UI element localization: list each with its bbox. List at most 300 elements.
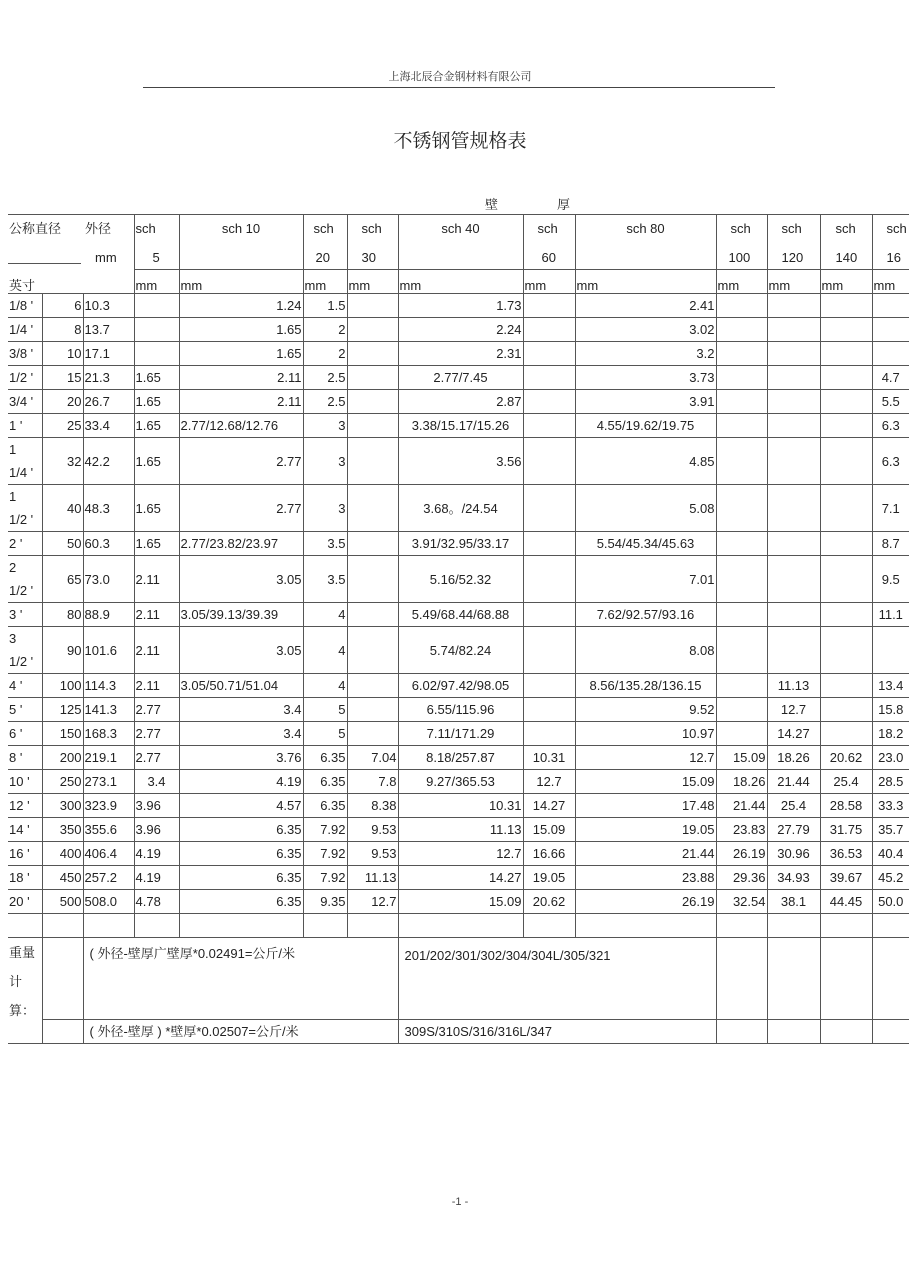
wall-cell (523, 722, 575, 746)
wall-cell (347, 722, 398, 746)
header-sch120: sch 120 (767, 215, 820, 270)
grades-2: 309S/310S/316/316L/347 (398, 1020, 716, 1044)
spec-table (8, 214, 909, 1044)
inch-cell: 3/8 ' (8, 342, 42, 366)
od-cell: 17.1 (83, 342, 134, 366)
dn-cell: 25 (42, 414, 83, 438)
wall-cell: 1.65 (134, 414, 179, 438)
empty-cell (575, 914, 716, 938)
dn-cell: 80 (42, 603, 83, 627)
wall-cell (347, 414, 398, 438)
wall-cell: 2.31 (398, 342, 523, 366)
wall-cell: 15.09 (398, 890, 523, 914)
wall-cell (767, 366, 820, 390)
nominal-label: 公称直径 (9, 221, 62, 236)
wall-cell: 2.5 (303, 390, 347, 414)
inch-cell: 20 ' (8, 890, 42, 914)
wall-cell: 31.75 (820, 818, 872, 842)
table-row (8, 556, 909, 603)
wall-cell: 21.44 (767, 770, 820, 794)
wall-cell: 26.19 (716, 842, 767, 866)
wall-cell: 2.77/7.45 (398, 366, 523, 390)
wall-cell (820, 294, 872, 318)
wall-cell (716, 722, 767, 746)
wall-cell: 10.31 (398, 794, 523, 818)
wall-cell: 38.1 (767, 890, 820, 914)
wall-cell (716, 342, 767, 366)
dn-cell: 50 (42, 532, 83, 556)
table-row (8, 890, 909, 914)
dn-cell: 15 (42, 366, 83, 390)
dn-cell: 250 (42, 770, 83, 794)
inch-cell: 1/4 ' (8, 318, 42, 342)
wall-cell (767, 603, 820, 627)
wall-cell: 1.24 (179, 294, 303, 318)
wall-cell: 9.35 (303, 890, 347, 914)
wall-cell: 50.0 (872, 890, 909, 914)
wall-cell: 13.4 (872, 674, 909, 698)
wall-cell (716, 698, 767, 722)
unit-sch80: mm (575, 270, 716, 294)
wall-cell (820, 627, 872, 674)
wall-cell: 6.35 (179, 818, 303, 842)
header-sch5: sch 5 (134, 215, 179, 270)
wall-cell: 3.96 (134, 794, 179, 818)
empty-cell (523, 914, 575, 938)
od-cell: 42.2 (83, 438, 134, 485)
inch-cell: 6 ' (8, 722, 42, 746)
wall-cell: 9.5 (872, 556, 909, 603)
od-cell: 88.9 (83, 603, 134, 627)
inch-cell: 1/2 ' (8, 366, 42, 390)
wall-cell: 3.2 (575, 342, 716, 366)
od-cell: 48.3 (83, 485, 134, 532)
wall-cell (820, 390, 872, 414)
wall-cell: 6.3 (872, 438, 909, 485)
wall-cell: 23.88 (575, 866, 716, 890)
inch-cell: 1 1/2 ' (8, 485, 42, 532)
wall-cell: 5.5 (872, 390, 909, 414)
inch-cell: 3 ' (8, 603, 42, 627)
dn-cell: 350 (42, 818, 83, 842)
wall-cell: 3.4 (134, 770, 179, 794)
wall-cell: 4 (303, 674, 347, 698)
wall-cell: 2 (303, 318, 347, 342)
wall-cell (134, 342, 179, 366)
unit-sch40: mm (398, 270, 523, 294)
empty-cell (303, 914, 347, 938)
wall-cell: 4 (303, 627, 347, 674)
wall-cell (347, 627, 398, 674)
table-row (8, 485, 909, 532)
dn-cell: 450 (42, 866, 83, 890)
wall-cell: 2.24 (398, 318, 523, 342)
wall-cell (767, 532, 820, 556)
od-cell: 257.2 (83, 866, 134, 890)
inch-cell: 8 ' (8, 746, 42, 770)
wall-cell (347, 390, 398, 414)
wall-cell (716, 414, 767, 438)
wall-cell: 1.65 (134, 366, 179, 390)
wall-cell: 2.77 (179, 485, 303, 532)
dn-cell: 8 (42, 318, 83, 342)
od-cell: 355.6 (83, 818, 134, 842)
inch-label: 英寸 (8, 270, 134, 294)
wall-cell: 2.11 (134, 674, 179, 698)
wall-cell (716, 532, 767, 556)
empty-cell (179, 914, 303, 938)
table-row (8, 366, 909, 390)
wall-cell: 3 (303, 414, 347, 438)
unit-sch30: mm (347, 270, 398, 294)
wall-cell: 14.27 (398, 866, 523, 890)
wall-cell (347, 532, 398, 556)
wall-cell: 40.4 (872, 842, 909, 866)
unit-sch16: mm (872, 270, 909, 294)
od-cell: 508.0 (83, 890, 134, 914)
wall-cell: 28.5 (872, 770, 909, 794)
dn-cell: 40 (42, 485, 83, 532)
header-nominal-od (8, 215, 134, 270)
wall-cell: 29.36 (716, 866, 767, 890)
od-label: 外径 (85, 221, 112, 236)
table-row (8, 414, 909, 438)
wall-cell: 23.83 (716, 818, 767, 842)
unit-row (8, 270, 909, 294)
wall-cell (347, 438, 398, 485)
weight-row-2 (8, 1020, 909, 1044)
empty-cell (872, 1020, 909, 1044)
company-name: 上海北辰合金钢材料有限公司 (388, 71, 532, 83)
table-row (8, 842, 909, 866)
header-sch10: sch 10 (179, 215, 303, 270)
wall-cell (820, 318, 872, 342)
wall-cell (820, 342, 872, 366)
wall-cell: 3.02 (575, 318, 716, 342)
wall-cell: 15.09 (523, 818, 575, 842)
table-row (8, 294, 909, 318)
header-rule (143, 87, 775, 88)
table-row (8, 818, 909, 842)
wall-cell (872, 294, 909, 318)
unit-sch140: mm (820, 270, 872, 294)
wall-cell (523, 366, 575, 390)
wall-cell: 5 (303, 698, 347, 722)
wall-cell: 15.09 (716, 746, 767, 770)
wall-cell (767, 438, 820, 485)
wall-cell: 7.92 (303, 866, 347, 890)
table-row (8, 698, 909, 722)
wall-cell: 5.16/52.32 (398, 556, 523, 603)
wall-cell (716, 603, 767, 627)
formula-1: ( 外径-壁厚广壁厚*0.02491=公斤/米 (83, 938, 398, 1020)
wall-cell: 3.73 (575, 366, 716, 390)
empty-cell (398, 914, 523, 938)
weight-row-1 (8, 938, 909, 1020)
empty-cell (820, 914, 872, 938)
wall-cell (523, 603, 575, 627)
wall-cell: 4.19 (134, 842, 179, 866)
header-sch100: sch 100 (716, 215, 767, 270)
wall-cell: 19.05 (523, 866, 575, 890)
header-sch20: sch 20 (303, 215, 347, 270)
empty-cell (820, 938, 872, 1020)
inch-cell: 16 ' (8, 842, 42, 866)
wall-cell: 39.67 (820, 866, 872, 890)
empty-cell (8, 914, 42, 938)
wall-cell: 25.4 (767, 794, 820, 818)
wall-cell: 4.7 (872, 366, 909, 390)
table-row (8, 866, 909, 890)
wall-cell: 3.05 (179, 556, 303, 603)
wall-cell: 15.8 (872, 698, 909, 722)
wall-cell: 12.7 (575, 746, 716, 770)
wall-cell: 4.85 (575, 438, 716, 485)
wall-cell (523, 674, 575, 698)
wall-cell: 7.92 (303, 842, 347, 866)
empty-cell (872, 914, 909, 938)
wall-cell: 25.4 (820, 770, 872, 794)
wall-cell: 11.1 (872, 603, 909, 627)
wall-cell: 8.7 (872, 532, 909, 556)
dn-cell: 10 (42, 342, 83, 366)
wall-cell: 17.48 (575, 794, 716, 818)
wall-cell: 6.35 (303, 794, 347, 818)
wall-cell: 2.77 (134, 722, 179, 746)
dn-cell: 90 (42, 627, 83, 674)
wall-cell: 26.19 (575, 890, 716, 914)
wall-cell: 1.5 (303, 294, 347, 318)
wall-cell: 3.68。/24.54 (398, 485, 523, 532)
empty-cell (767, 914, 820, 938)
inch-cell: 2 1/2 ' (8, 556, 42, 603)
wall-cell (347, 342, 398, 366)
wall-cell: 14.27 (523, 794, 575, 818)
wall-cell: 12.7 (398, 842, 523, 866)
wall-cell: 21.44 (716, 794, 767, 818)
empty-cell (767, 1020, 820, 1044)
wall-cell (820, 722, 872, 746)
od-cell: 273.1 (83, 770, 134, 794)
wall-cell: 1.65 (134, 390, 179, 414)
wall-cell (134, 294, 179, 318)
wall-cell: 2.87 (398, 390, 523, 414)
dn-cell: 400 (42, 842, 83, 866)
wall-cell: 3.05/50.71/51.04 (179, 674, 303, 698)
wall-cell (523, 390, 575, 414)
wall-cell: 27.79 (767, 818, 820, 842)
dn-cell: 200 (42, 746, 83, 770)
wall-cell (523, 342, 575, 366)
unit-sch10: mm (179, 270, 303, 294)
wall-cell: 7.8 (347, 770, 398, 794)
wall-cell: 1.65 (134, 485, 179, 532)
od-cell: 26.7 (83, 390, 134, 414)
dn-cell: 125 (42, 698, 83, 722)
wall-cell: 3.4 (179, 698, 303, 722)
empty-cell (42, 914, 83, 938)
wall-cell: 2.11 (134, 627, 179, 674)
wall-cell: 3.76 (179, 746, 303, 770)
wall-cell: 2.11 (179, 390, 303, 414)
wall-cell: 6.35 (179, 890, 303, 914)
wall-cell: 19.05 (575, 818, 716, 842)
table-row (8, 342, 909, 366)
wall-cell: 8.08 (575, 627, 716, 674)
wall-cell (716, 294, 767, 318)
header-sch40: sch 40 (398, 215, 523, 270)
wall-cell: 18.26 (767, 746, 820, 770)
empty-cell (42, 1020, 83, 1044)
wall-cell: 2.11 (179, 366, 303, 390)
header-sch80: sch 80 (575, 215, 716, 270)
table-row (8, 438, 909, 485)
wall-cell (347, 556, 398, 603)
inch-cell: 2 ' (8, 532, 42, 556)
unit-sch5: mm (134, 270, 179, 294)
spacer-row (8, 914, 909, 938)
wall-cell: 3 (303, 485, 347, 532)
od-cell: 10.3 (83, 294, 134, 318)
wall-cell: 35.7 (872, 818, 909, 842)
wall-cell: 1.73 (398, 294, 523, 318)
wall-cell: 28.58 (820, 794, 872, 818)
wall-cell: 7.01 (575, 556, 716, 603)
wall-cell (347, 366, 398, 390)
wall-cell: 5.74/82.24 (398, 627, 523, 674)
dn-cell: 32 (42, 438, 83, 485)
wall-cell (716, 390, 767, 414)
wall-cell: 4.19 (134, 866, 179, 890)
wall-cell: 11.13 (347, 866, 398, 890)
table-row (8, 603, 909, 627)
wall-cell: 3 (303, 438, 347, 485)
wall-cell (820, 485, 872, 532)
dn-cell: 100 (42, 674, 83, 698)
wall-cell (134, 318, 179, 342)
wall-cell (347, 318, 398, 342)
wall-cell: 18.26 (716, 770, 767, 794)
dn-cell: 150 (42, 722, 83, 746)
unit-sch100: mm (716, 270, 767, 294)
od-cell: 141.3 (83, 698, 134, 722)
wall-cell (820, 532, 872, 556)
wall-cell: 30.96 (767, 842, 820, 866)
inch-cell: 3 1/2 ' (8, 627, 42, 674)
od-cell: 406.4 (83, 842, 134, 866)
wall-cell (347, 294, 398, 318)
wall-cell: 33.3 (872, 794, 909, 818)
wall-cell: 12.7 (347, 890, 398, 914)
table-row (8, 794, 909, 818)
wall-cell (820, 698, 872, 722)
wall-cell: 7.62/92.57/93.16 (575, 603, 716, 627)
wall-cell: 4.78 (134, 890, 179, 914)
wall-cell: 45.2 (872, 866, 909, 890)
wall-cell (523, 414, 575, 438)
inch-cell: 12 ' (8, 794, 42, 818)
wall-cell: 6.3 (872, 414, 909, 438)
wall-cell: 2.41 (575, 294, 716, 318)
wall-cell: 6.35 (303, 746, 347, 770)
od-cell: 101.6 (83, 627, 134, 674)
wall-cell (716, 485, 767, 532)
wall-cell (820, 414, 872, 438)
wall-cell (523, 485, 575, 532)
wall-cell: 4 (303, 603, 347, 627)
wall-cell: 8.18/257.87 (398, 746, 523, 770)
wall-cell (872, 627, 909, 674)
wall-cell: 6.55/115.96 (398, 698, 523, 722)
empty-cell (134, 914, 179, 938)
empty-cell (716, 1020, 767, 1044)
header-sch60: sch 60 (523, 215, 575, 270)
wall-cell: 9.52 (575, 698, 716, 722)
empty-cell (767, 938, 820, 1020)
inch-cell: 1 ' (8, 414, 42, 438)
grades-1: 201/202/301/302/304/304L/305/321 (398, 938, 716, 1020)
wall-cell: 5.54/45.34/45.63 (575, 532, 716, 556)
wall-cell: 12.7 (767, 698, 820, 722)
header-sch16: sch 16 (872, 215, 909, 270)
wall-cell (820, 366, 872, 390)
wall-cell: 8.38 (347, 794, 398, 818)
empty-cell (716, 938, 767, 1020)
od-unit-label: mm (95, 250, 117, 265)
wall-cell: 11.13 (398, 818, 523, 842)
wall-cell (523, 294, 575, 318)
dn-cell: 65 (42, 556, 83, 603)
wall-cell (767, 342, 820, 366)
wall-cell: 2.77 (134, 698, 179, 722)
wall-cell (347, 603, 398, 627)
od-cell: 168.3 (83, 722, 134, 746)
dn-cell: 20 (42, 390, 83, 414)
wall-cell: 6.02/97.42/98.05 (398, 674, 523, 698)
wall-cell: 3.5 (303, 532, 347, 556)
wall-label-2: 厚 (557, 197, 571, 212)
wall-cell (872, 318, 909, 342)
wall-cell: 12.7 (523, 770, 575, 794)
wall-cell: 7.92 (303, 818, 347, 842)
wall-cell: 4.55/19.62/19.75 (575, 414, 716, 438)
inch-cell: 1 1/4 ' (8, 438, 42, 485)
wall-cell: 3.05/39.13/39.39 (179, 603, 303, 627)
wall-cell: 3.96 (134, 818, 179, 842)
wall-cell: 4.19 (179, 770, 303, 794)
unit-sch60: mm (523, 270, 575, 294)
inch-cell: 4 ' (8, 674, 42, 698)
wall-cell: 10.97 (575, 722, 716, 746)
table-row (8, 770, 909, 794)
od-cell: 323.9 (83, 794, 134, 818)
wall-cell (716, 366, 767, 390)
od-cell: 219.1 (83, 746, 134, 770)
inch-cell: 1/8 ' (8, 294, 42, 318)
wall-cell: 14.27 (767, 722, 820, 746)
inch-cell: 18 ' (8, 866, 42, 890)
inch-cell: 14 ' (8, 818, 42, 842)
wall-cell: 5.08 (575, 485, 716, 532)
wall-cell: 5.49/68.44/68.88 (398, 603, 523, 627)
wall-cell: 3.56 (398, 438, 523, 485)
inch-cell: 3/4 ' (8, 390, 42, 414)
wall-cell (767, 318, 820, 342)
dn-cell: 300 (42, 794, 83, 818)
table-row (8, 722, 909, 746)
wall-cell: 1.65 (179, 342, 303, 366)
table-row (8, 674, 909, 698)
